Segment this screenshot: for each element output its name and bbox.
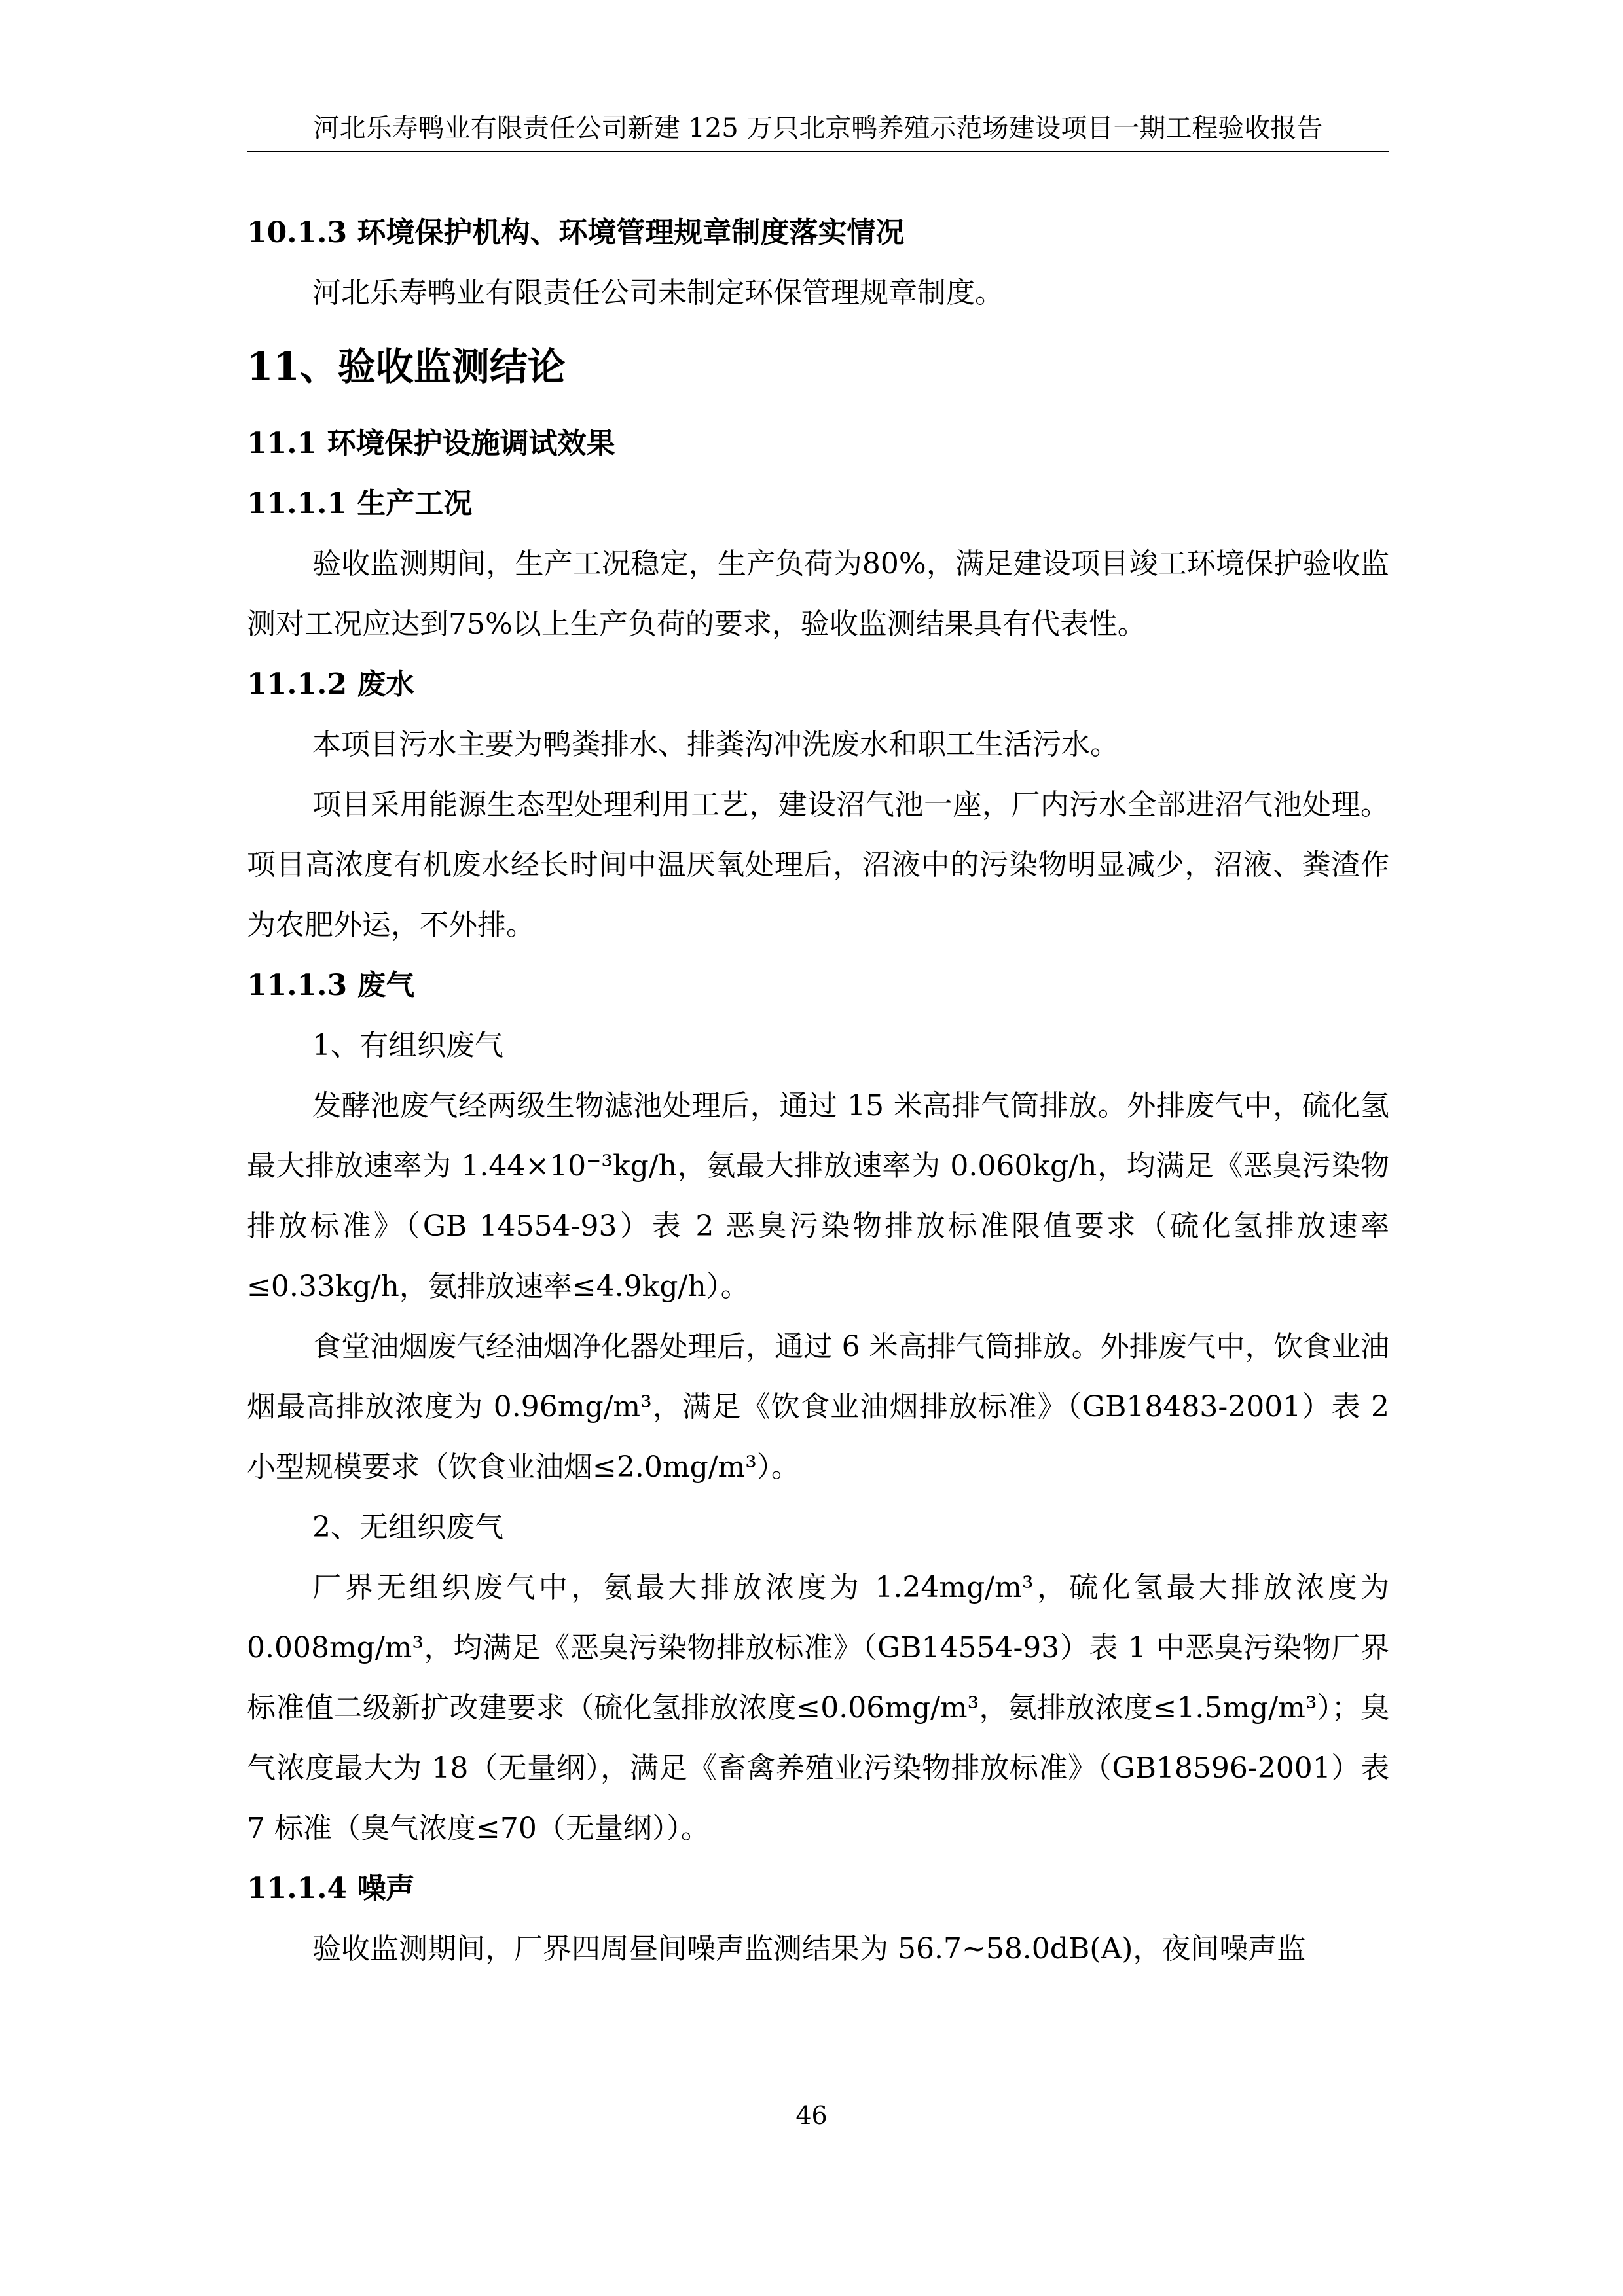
page-body <box>247 203 1389 1979</box>
paragraph: 本项目污水主要为鸭粪排水、排粪沟冲洗废水和职工生活污水。 <box>312 728 1119 761</box>
paragraph: 验收监测期间，厂界四周昼间噪声监测结果为 56.7~58.0dB(A)，夜间噪声监 <box>312 1932 1306 1965</box>
subheading-organized-gas: 1、有组织废气 <box>312 1029 503 1062</box>
paragraph: 河北乐寿鸭业有限责任公司未制定环保管理规章制度。 <box>312 276 1004 310</box>
header-rule <box>247 151 1389 152</box>
subheading-unorganized-gas: 2、无组织废气 <box>312 1511 503 1544</box>
heading-10-1-3: 10.1.3 环境保护机构、环境管理规章制度落实情况 <box>247 216 905 249</box>
heading-11-1-4: 11.1.4 噪声 <box>247 1872 415 1905</box>
page-number: 46 <box>795 2101 828 2130</box>
paragraph: 发酵池废气经两级生物滤池处理后，通过 15 米高排气筒排放。外排废气中，硫化氢最大排放速率为 1.44×10⁻³kg/h，氨最大排放速率为 0.060kg/h，均满足《恶臭污染物排放标准》（GB 14554-93）表 2 恶臭污染物排放标准限值要求（硫化氢排放速率≤0.33kg/h，氨排放速率≤4.9kg/h）。 <box>247 1089 1389 1303</box>
paragraph: 项目采用能源生态型处理利用工艺，建设沼气池一座，厂内污水全部进沼气池处理。项目高浓度有机废水经长时间中温厌氧处理后，沼液中的污染物明显减少，沼液、粪渣作为农肥外运，不外排。 <box>247 788 1389 942</box>
heading-11-1-2: 11.1.2 废水 <box>247 668 415 701</box>
running-header: 河北乐寿鸭业有限责任公司新建 125 万只北京鸭养殖示范场建设项目一期工程验收报告 <box>313 113 1323 143</box>
heading-11-1: 11.1 环境保护设施调试效果 <box>247 427 615 460</box>
paragraph: 验收监测期间，生产工况稳定，生产负荷为80%，满足建设项目竣工环境保护验收监测对工况应达到75%以上生产负荷的要求，验收监测结果具有代表性。 <box>247 547 1389 641</box>
heading-11-1-1: 11.1.1 生产工况 <box>247 487 473 520</box>
paragraph: 食堂油烟废气经油烟净化器处理后，通过 6 米高排气筒排放。外排废气中，饮食业油烟最高排放浓度为 0.96mg/m³，满足《饮食业油烟排放标准》（GB18483-2001）表 2 小型规模要求（饮食业油烟≤2.0mg/m³）。 <box>247 1330 1389 1484</box>
heading-11: 11、验收监测结论 <box>247 344 566 389</box>
paragraph: 厂界无组织废气中，氨最大排放浓度为 1.24mg/m³，硫化氢最大排放浓度为 0.008mg/m³，均满足《恶臭污染物排放标准》（GB14554-93）表 1 中恶臭污染物厂界标准值二级新扩改建要求（硫化氢排放浓度≤0.06mg/m³，氨排放浓度≤1.5mg/m³）；臭气浓度最大为 18（无量纲），满足《畜禽养殖业污染物排放标准》（GB18596-2001）表 7 标准（臭气浓度≤70（无量纲））。 <box>247 1571 1389 1845</box>
heading-11-1-3: 11.1.3 废气 <box>247 969 415 1002</box>
